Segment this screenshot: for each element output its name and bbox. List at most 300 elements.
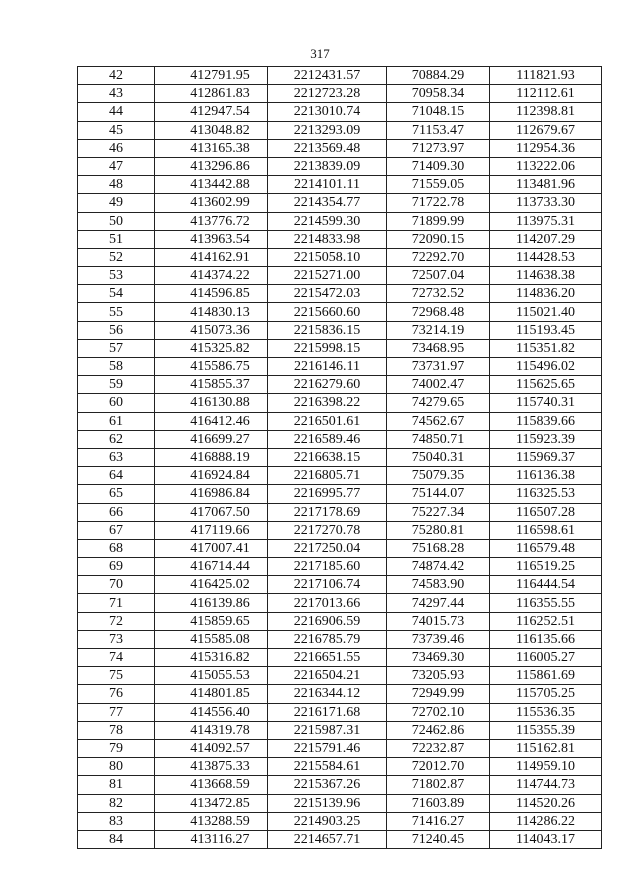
x-local-cell: 71802.87 (387, 776, 490, 794)
x-coordinate-cell (155, 394, 268, 412)
point-number-cell: 58 (78, 358, 155, 376)
table-row (78, 503, 602, 521)
x-local-cell: 74015.73 (387, 612, 490, 630)
y-coordinate-cell: 2216651.55 (268, 649, 387, 667)
point-number-cell: 63 (78, 448, 155, 466)
y-coordinate-cell: 2215367.26 (268, 776, 387, 794)
table-row (78, 230, 602, 248)
y-coordinate-cell: 2217178.69 (268, 503, 387, 521)
x-local-cell: 74850.71 (387, 430, 490, 448)
table-row (78, 558, 602, 576)
x-local-cell: 72462.86 (387, 721, 490, 739)
x-local-cell: 72090.15 (387, 230, 490, 248)
x-coordinate-cell (155, 67, 268, 85)
table-row (78, 358, 602, 376)
point-number-cell: 72 (78, 612, 155, 630)
x-local-cell: 71722.78 (387, 194, 490, 212)
x-local-cell: 73731.97 (387, 358, 490, 376)
cell-text: 416412.46 (190, 413, 250, 429)
y-coordinate-cell: 2212723.28 (268, 85, 387, 103)
y-local-cell: 116136.38 (490, 467, 602, 485)
y-coordinate-cell: 2215139.96 (268, 794, 387, 812)
y-local-cell: 115839.66 (490, 412, 602, 430)
cell-text: 414596.85 (190, 286, 250, 302)
y-local-cell: 116598.61 (490, 521, 602, 539)
y-coordinate-cell: 2216146.11 (268, 358, 387, 376)
cell-text: 417119.66 (190, 522, 250, 538)
x-coordinate-cell (155, 685, 268, 703)
point-number-cell: 50 (78, 212, 155, 230)
y-coordinate-cell: 2216906.59 (268, 612, 387, 630)
point-number-cell: 75 (78, 667, 155, 685)
y-local-cell: 114207.29 (490, 230, 602, 248)
x-local-cell: 75079.35 (387, 467, 490, 485)
table-row (78, 267, 602, 285)
table-row (78, 758, 602, 776)
x-coordinate-cell (155, 521, 268, 539)
y-coordinate-cell: 2216638.15 (268, 448, 387, 466)
point-number-cell: 69 (78, 558, 155, 576)
cell-text: 414556.40 (190, 704, 250, 720)
x-local-cell: 75168.28 (387, 539, 490, 557)
cell-text: 416714.44 (190, 559, 250, 575)
point-number-cell: 81 (78, 776, 155, 794)
table-row (78, 739, 602, 757)
y-coordinate-cell: 2214101.11 (268, 176, 387, 194)
x-local-cell: 75280.81 (387, 521, 490, 539)
y-local-cell: 115351.82 (490, 339, 602, 357)
point-number-cell: 46 (78, 139, 155, 157)
y-coordinate-cell: 2214903.25 (268, 812, 387, 830)
x-coordinate-cell (155, 667, 268, 685)
page-number: 317 (310, 46, 330, 61)
x-coordinate-cell (155, 103, 268, 121)
y-local-cell: 114638.38 (490, 267, 602, 285)
x-local-cell: 72949.99 (387, 685, 490, 703)
coordinate-table (77, 66, 602, 849)
y-local-cell: 116252.51 (490, 612, 602, 630)
cell-text: 413048.82 (190, 122, 250, 138)
cell-text: 414162.91 (190, 249, 250, 265)
table-row (78, 830, 602, 848)
table-row (78, 467, 602, 485)
cell-text: 414801.85 (190, 686, 250, 702)
table-row (78, 703, 602, 721)
y-local-cell: 114520.26 (490, 794, 602, 812)
x-coordinate-cell (155, 139, 268, 157)
cell-text: 416699.27 (190, 431, 250, 447)
x-coordinate-cell (155, 758, 268, 776)
cell-text: 415073.36 (190, 322, 250, 338)
x-coordinate-cell (155, 794, 268, 812)
y-local-cell: 116005.27 (490, 649, 602, 667)
cell-text: 415855.37 (190, 377, 250, 393)
x-local-cell: 73739.46 (387, 630, 490, 648)
y-coordinate-cell: 2213293.09 (268, 121, 387, 139)
x-coordinate-cell (155, 339, 268, 357)
x-coordinate-cell (155, 467, 268, 485)
cell-text: 413875.33 (190, 759, 250, 775)
point-number-cell: 71 (78, 594, 155, 612)
point-number-cell: 70 (78, 576, 155, 594)
y-local-cell: 115740.31 (490, 394, 602, 412)
x-coordinate-cell (155, 558, 268, 576)
y-local-cell: 112679.67 (490, 121, 602, 139)
table-row (78, 539, 602, 557)
x-coordinate-cell (155, 267, 268, 285)
x-coordinate-cell (155, 649, 268, 667)
x-local-cell: 73468.95 (387, 339, 490, 357)
x-local-cell: 71416.27 (387, 812, 490, 830)
y-local-cell: 115021.40 (490, 303, 602, 321)
x-coordinate-cell (155, 176, 268, 194)
cell-text: 413288.59 (190, 813, 250, 829)
y-local-cell: 113733.30 (490, 194, 602, 212)
y-coordinate-cell: 2217013.66 (268, 594, 387, 612)
point-number-cell: 43 (78, 85, 155, 103)
x-coordinate-cell (155, 248, 268, 266)
table-row (78, 103, 602, 121)
table-row (78, 721, 602, 739)
x-coordinate-cell (155, 485, 268, 503)
y-local-cell: 115923.39 (490, 430, 602, 448)
point-number-cell: 79 (78, 739, 155, 757)
x-coordinate-cell (155, 121, 268, 139)
x-coordinate-cell (155, 358, 268, 376)
x-local-cell: 70958.34 (387, 85, 490, 103)
table-row (78, 576, 602, 594)
y-local-cell: 114043.17 (490, 830, 602, 848)
y-coordinate-cell: 2213010.74 (268, 103, 387, 121)
point-number-cell: 61 (78, 412, 155, 430)
cell-text: 412947.54 (190, 104, 250, 120)
x-coordinate-cell (155, 739, 268, 757)
y-coordinate-cell: 2216589.46 (268, 430, 387, 448)
x-local-cell: 75227.34 (387, 503, 490, 521)
x-local-cell: 72507.04 (387, 267, 490, 285)
y-local-cell: 116444.54 (490, 576, 602, 594)
table-row (78, 303, 602, 321)
cell-text: 413165.38 (190, 140, 250, 156)
table-row (78, 630, 602, 648)
y-coordinate-cell: 2217185.60 (268, 558, 387, 576)
cell-text: 416986.84 (190, 486, 250, 502)
point-number-cell: 64 (78, 467, 155, 485)
table-row (78, 521, 602, 539)
y-local-cell: 114836.20 (490, 285, 602, 303)
point-number-cell: 78 (78, 721, 155, 739)
x-local-cell: 74002.47 (387, 376, 490, 394)
table-row (78, 412, 602, 430)
y-coordinate-cell: 2215058.10 (268, 248, 387, 266)
point-number-cell: 51 (78, 230, 155, 248)
cell-text: 415585.08 (190, 631, 250, 647)
x-local-cell: 72702.10 (387, 703, 490, 721)
table-row (78, 776, 602, 794)
y-coordinate-cell: 2216501.61 (268, 412, 387, 430)
y-coordinate-cell: 2215472.03 (268, 285, 387, 303)
x-local-cell: 73214.19 (387, 321, 490, 339)
y-local-cell: 115861.69 (490, 667, 602, 685)
x-coordinate-cell (155, 539, 268, 557)
y-coordinate-cell: 2216995.77 (268, 485, 387, 503)
point-number-cell: 83 (78, 812, 155, 830)
cell-text: 415859.65 (190, 613, 250, 629)
point-number-cell: 52 (78, 248, 155, 266)
cell-text: 416130.88 (190, 395, 250, 411)
cell-text: 417067.50 (190, 504, 250, 520)
x-coordinate-cell (155, 430, 268, 448)
y-local-cell: 113975.31 (490, 212, 602, 230)
y-coordinate-cell: 2216279.60 (268, 376, 387, 394)
x-local-cell: 74562.67 (387, 412, 490, 430)
table-row (78, 448, 602, 466)
x-coordinate-cell (155, 812, 268, 830)
x-local-cell: 71240.45 (387, 830, 490, 848)
point-number-cell: 68 (78, 539, 155, 557)
cell-text: 414092.57 (190, 741, 250, 757)
y-coordinate-cell: 2215791.46 (268, 739, 387, 757)
table-row (78, 394, 602, 412)
point-number-cell: 44 (78, 103, 155, 121)
y-coordinate-cell: 2215836.15 (268, 321, 387, 339)
table-row (78, 794, 602, 812)
x-local-cell: 71409.30 (387, 157, 490, 175)
point-number-cell: 53 (78, 267, 155, 285)
y-coordinate-cell: 2217250.04 (268, 539, 387, 557)
x-local-cell: 71559.05 (387, 176, 490, 194)
y-coordinate-cell: 2214599.30 (268, 212, 387, 230)
y-local-cell: 114744.73 (490, 776, 602, 794)
cell-text: 413602.99 (190, 195, 250, 211)
table-row (78, 594, 602, 612)
y-local-cell: 115193.45 (490, 321, 602, 339)
x-coordinate-cell (155, 85, 268, 103)
point-number-cell: 49 (78, 194, 155, 212)
point-number-cell: 56 (78, 321, 155, 339)
cell-text: 413668.59 (190, 777, 250, 793)
y-local-cell: 112954.36 (490, 139, 602, 157)
x-coordinate-cell (155, 321, 268, 339)
cell-text: 415316.82 (190, 650, 250, 666)
table-row (78, 376, 602, 394)
table-row (78, 176, 602, 194)
table-row (78, 157, 602, 175)
table-row (78, 685, 602, 703)
cell-text: 416924.84 (190, 468, 250, 484)
x-coordinate-cell (155, 212, 268, 230)
x-coordinate-cell (155, 721, 268, 739)
x-local-cell: 72012.70 (387, 758, 490, 776)
x-coordinate-cell (155, 594, 268, 612)
cell-text: 414319.78 (190, 722, 250, 738)
y-local-cell: 111821.93 (490, 67, 602, 85)
y-coordinate-cell: 2213569.48 (268, 139, 387, 157)
point-number-cell: 59 (78, 376, 155, 394)
x-coordinate-cell (155, 503, 268, 521)
cell-text: 413116.27 (190, 831, 250, 847)
x-local-cell: 72732.52 (387, 285, 490, 303)
point-number-cell: 65 (78, 485, 155, 503)
point-number-cell: 74 (78, 649, 155, 667)
x-coordinate-cell (155, 703, 268, 721)
y-local-cell: 114286.22 (490, 812, 602, 830)
table-row (78, 485, 602, 503)
point-number-cell: 57 (78, 339, 155, 357)
y-coordinate-cell: 2216171.68 (268, 703, 387, 721)
x-coordinate-cell (155, 776, 268, 794)
x-local-cell: 74297.44 (387, 594, 490, 612)
y-local-cell: 115355.39 (490, 721, 602, 739)
table-row (78, 667, 602, 685)
y-local-cell: 116325.53 (490, 485, 602, 503)
y-local-cell: 116507.28 (490, 503, 602, 521)
x-coordinate-cell (155, 194, 268, 212)
y-coordinate-cell: 2215271.00 (268, 267, 387, 285)
y-local-cell: 115969.37 (490, 448, 602, 466)
cell-text: 416139.86 (190, 595, 250, 611)
x-coordinate-cell (155, 576, 268, 594)
x-local-cell: 74874.42 (387, 558, 490, 576)
cell-text: 413776.72 (190, 213, 250, 229)
x-coordinate-cell (155, 303, 268, 321)
y-local-cell: 115705.25 (490, 685, 602, 703)
x-coordinate-cell (155, 630, 268, 648)
y-coordinate-cell: 2217270.78 (268, 521, 387, 539)
cell-text: 415055.53 (190, 668, 250, 684)
x-local-cell: 71048.15 (387, 103, 490, 121)
cell-text: 414374.22 (190, 268, 250, 284)
y-coordinate-cell: 2214354.77 (268, 194, 387, 212)
point-number-cell: 45 (78, 121, 155, 139)
table-row (78, 85, 602, 103)
table-body (78, 67, 602, 849)
y-local-cell: 113481.96 (490, 176, 602, 194)
point-number-cell: 73 (78, 630, 155, 648)
y-coordinate-cell: 2215660.60 (268, 303, 387, 321)
table-row (78, 139, 602, 157)
table-row (78, 339, 602, 357)
x-coordinate-cell (155, 230, 268, 248)
x-local-cell: 74583.90 (387, 576, 490, 594)
x-coordinate-cell (155, 830, 268, 848)
point-number-cell: 80 (78, 758, 155, 776)
x-local-cell: 71899.99 (387, 212, 490, 230)
y-coordinate-cell: 2214833.98 (268, 230, 387, 248)
x-coordinate-cell (155, 612, 268, 630)
y-coordinate-cell: 2212431.57 (268, 67, 387, 85)
y-coordinate-cell: 2216398.22 (268, 394, 387, 412)
y-coordinate-cell: 2217106.74 (268, 576, 387, 594)
point-number-cell: 66 (78, 503, 155, 521)
y-local-cell: 116135.66 (490, 630, 602, 648)
y-local-cell: 116519.25 (490, 558, 602, 576)
x-coordinate-cell (155, 448, 268, 466)
table-row (78, 248, 602, 266)
y-coordinate-cell: 2215987.31 (268, 721, 387, 739)
x-local-cell: 72968.48 (387, 303, 490, 321)
y-local-cell: 116579.48 (490, 539, 602, 557)
y-local-cell: 113222.06 (490, 157, 602, 175)
y-coordinate-cell: 2215998.15 (268, 339, 387, 357)
table-row (78, 812, 602, 830)
point-number-cell: 62 (78, 430, 155, 448)
y-local-cell: 115162.81 (490, 739, 602, 757)
x-local-cell: 75144.07 (387, 485, 490, 503)
y-coordinate-cell: 2214657.71 (268, 830, 387, 848)
point-number-cell: 67 (78, 521, 155, 539)
y-local-cell: 112112.61 (490, 85, 602, 103)
y-coordinate-cell: 2216344.12 (268, 685, 387, 703)
cell-text: 416425.02 (190, 577, 250, 593)
cell-text: 415586.75 (190, 359, 250, 375)
y-coordinate-cell: 2213839.09 (268, 157, 387, 175)
cell-text: 413442.88 (190, 177, 250, 193)
table-row (78, 321, 602, 339)
table-row (78, 430, 602, 448)
x-coordinate-cell (155, 412, 268, 430)
table-row (78, 194, 602, 212)
point-number-cell: 54 (78, 285, 155, 303)
x-local-cell: 71603.89 (387, 794, 490, 812)
y-coordinate-cell: 2216805.71 (268, 467, 387, 485)
x-local-cell: 72232.87 (387, 739, 490, 757)
y-coordinate-cell: 2215584.61 (268, 758, 387, 776)
point-number-cell: 76 (78, 685, 155, 703)
x-coordinate-cell (155, 285, 268, 303)
cell-text: 413296.86 (190, 159, 250, 175)
x-local-cell: 73205.93 (387, 667, 490, 685)
table-row (78, 612, 602, 630)
x-local-cell: 72292.70 (387, 248, 490, 266)
point-number-cell: 48 (78, 176, 155, 194)
y-local-cell: 115496.02 (490, 358, 602, 376)
y-local-cell: 114959.10 (490, 758, 602, 776)
table-row (78, 649, 602, 667)
x-coordinate-cell (155, 157, 268, 175)
y-local-cell: 115536.35 (490, 703, 602, 721)
y-coordinate-cell: 2216785.79 (268, 630, 387, 648)
point-number-cell: 77 (78, 703, 155, 721)
y-local-cell: 116355.55 (490, 594, 602, 612)
x-local-cell: 71273.97 (387, 139, 490, 157)
x-coordinate-cell (155, 376, 268, 394)
table-row (78, 67, 602, 85)
cell-text: 416888.19 (190, 450, 250, 466)
cell-text: 414830.13 (190, 304, 250, 320)
cell-text: 417007.41 (190, 540, 250, 556)
table-row (78, 121, 602, 139)
point-number-cell: 47 (78, 157, 155, 175)
cell-text: 412861.83 (190, 86, 250, 102)
y-local-cell: 114428.53 (490, 248, 602, 266)
y-local-cell: 112398.81 (490, 103, 602, 121)
point-number-cell: 84 (78, 830, 155, 848)
cell-text: 413472.85 (190, 795, 250, 811)
table-row (78, 212, 602, 230)
point-number-cell: 82 (78, 794, 155, 812)
cell-text: 413963.54 (190, 231, 250, 247)
cell-text: 415325.82 (190, 340, 250, 356)
x-local-cell: 73469.30 (387, 649, 490, 667)
point-number-cell: 55 (78, 303, 155, 321)
y-coordinate-cell: 2216504.21 (268, 667, 387, 685)
x-local-cell: 75040.31 (387, 448, 490, 466)
table-row (78, 285, 602, 303)
y-local-cell: 115625.65 (490, 376, 602, 394)
x-local-cell: 71153.47 (387, 121, 490, 139)
point-number-cell: 42 (78, 67, 155, 85)
